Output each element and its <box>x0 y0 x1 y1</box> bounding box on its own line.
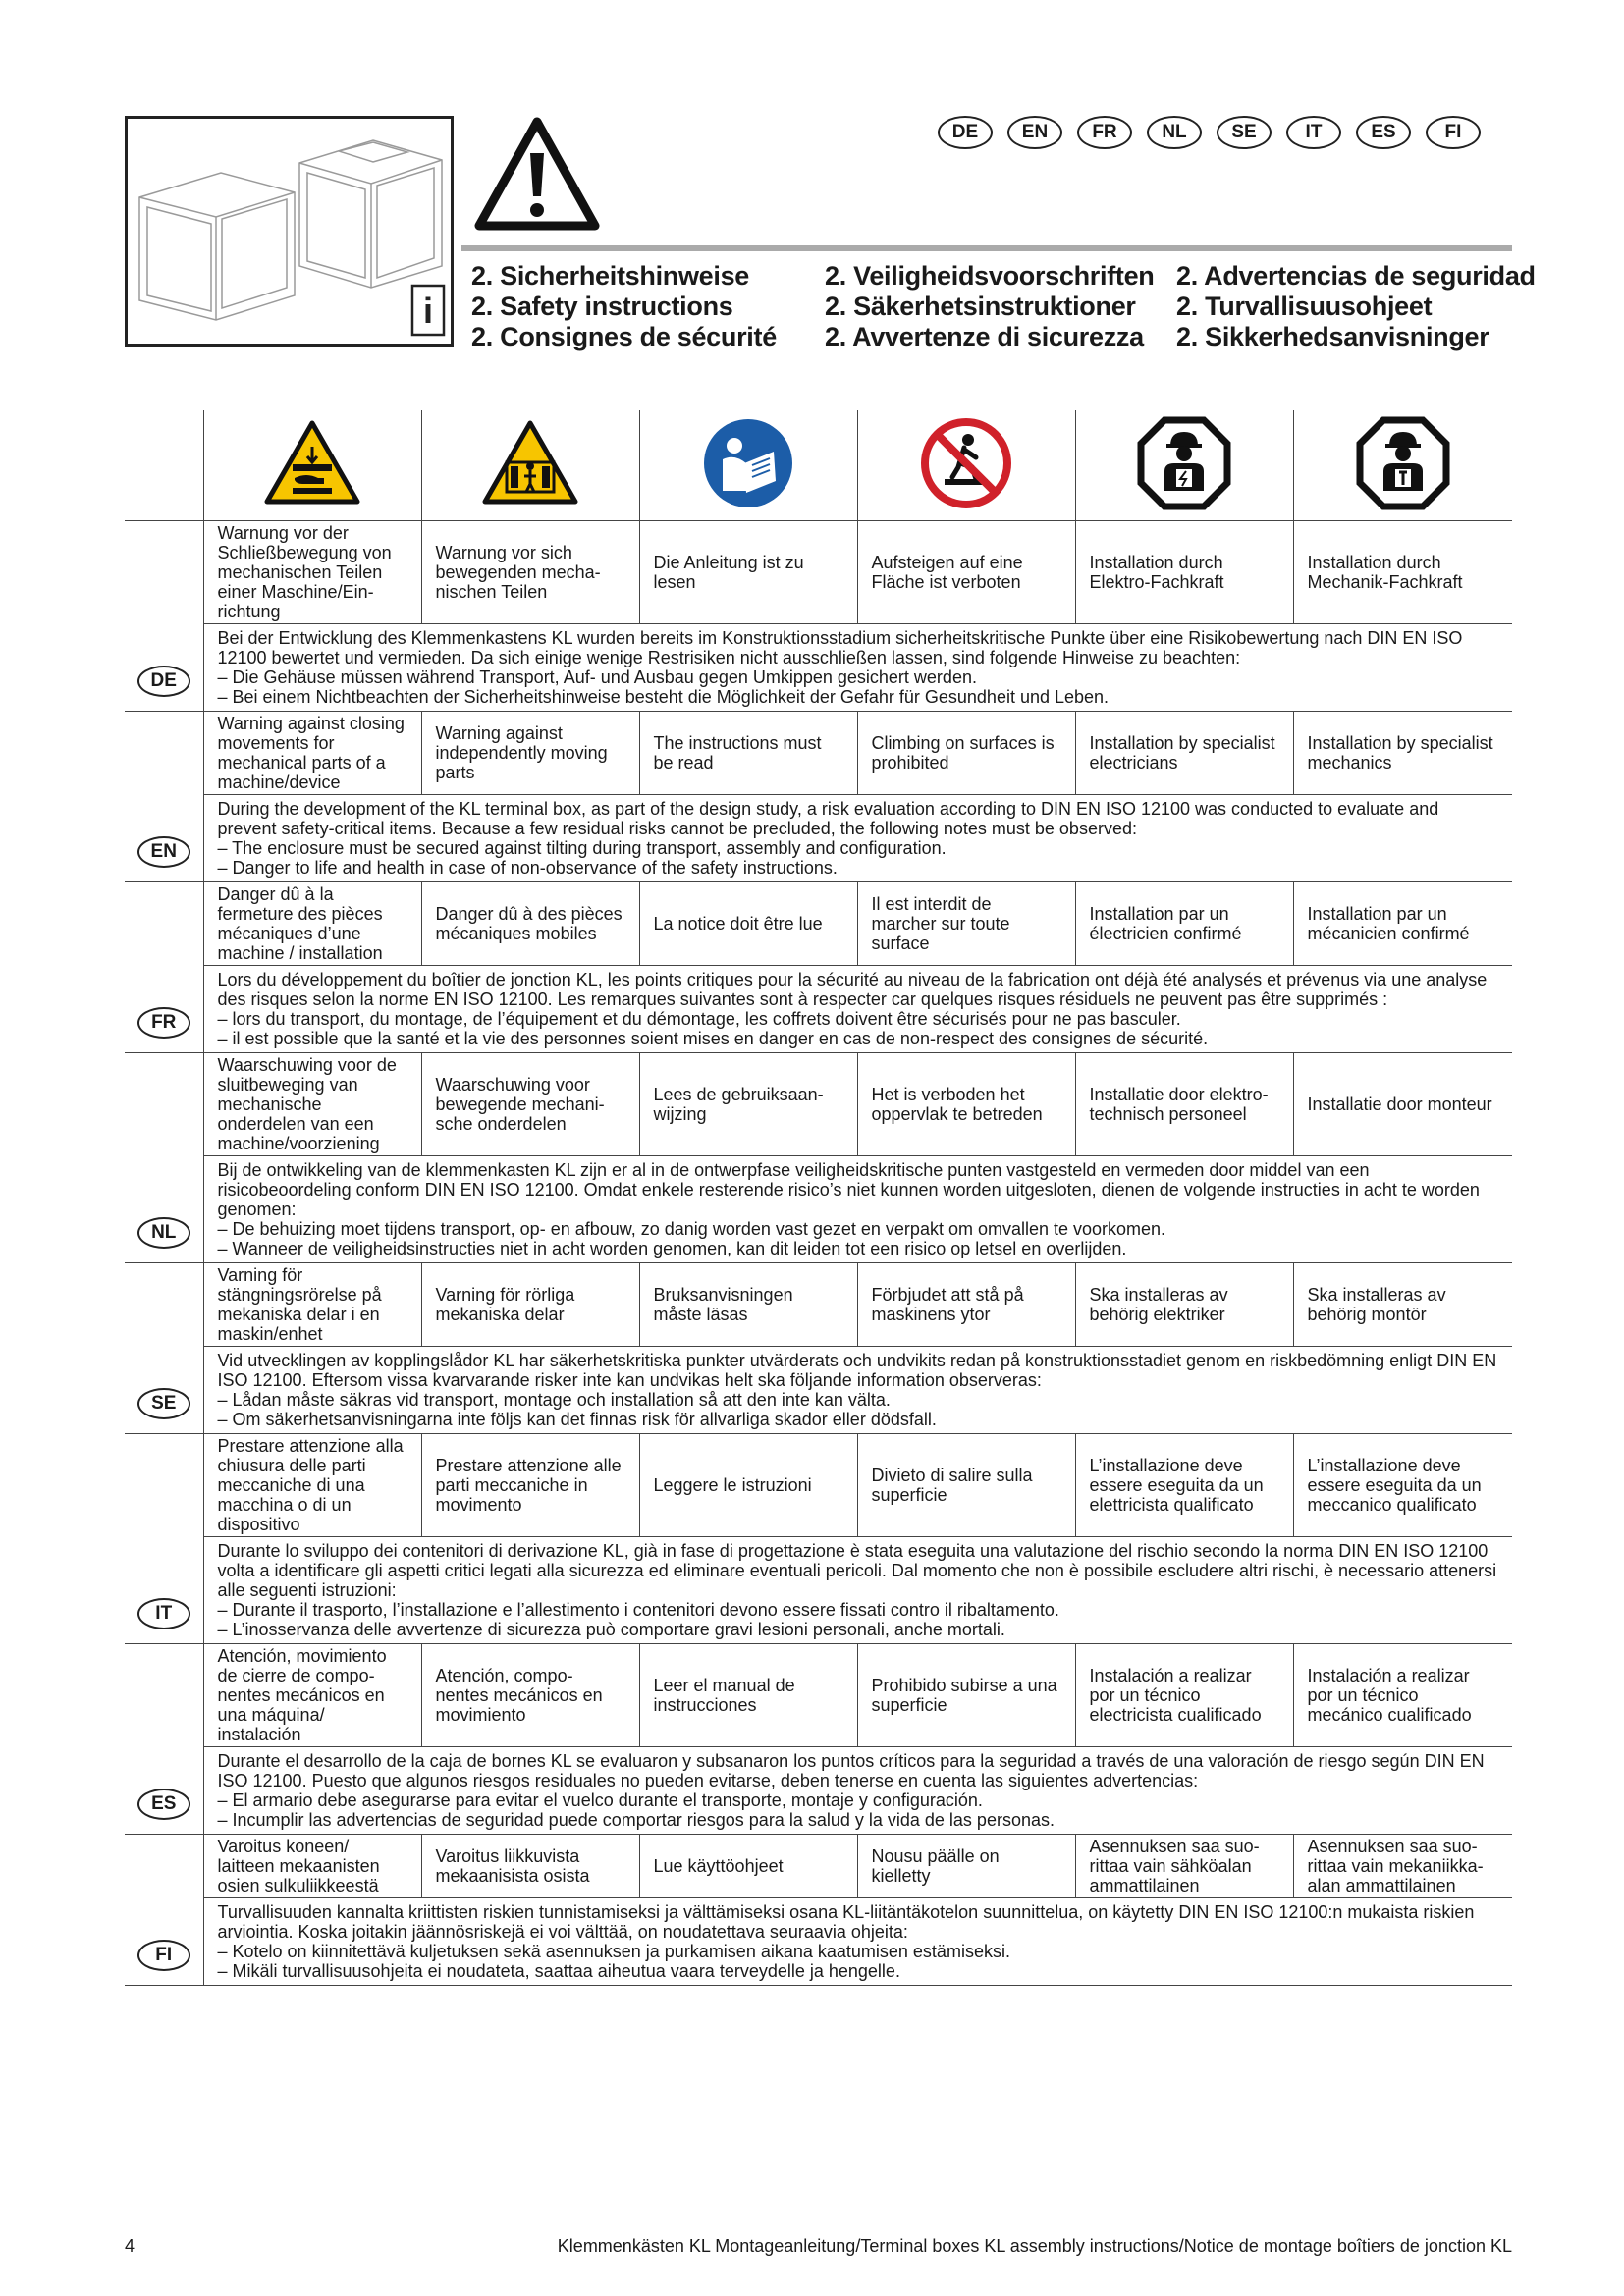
enclosure-illustration <box>125 116 454 347</box>
read-manual-icon <box>701 416 795 510</box>
label-electrician: Installation durch Elektro-Fachkraft <box>1075 521 1293 624</box>
label-crush-hazard: Atención, movimiento de cierre de compo-nentes mecánicos en una máquina/ instalación <box>203 1644 421 1747</box>
section-label-de: DE <box>125 521 203 712</box>
label-crush-hazard: Warning against closing movements for mechanical parts of a machine/device <box>203 712 421 795</box>
title-de: 2. Sicherheitshinweise <box>471 261 750 291</box>
label-read-manual: Bruksanvisningen måste läsas <box>639 1263 857 1347</box>
lang-pill-fi: FI <box>1426 116 1481 149</box>
section-label-fi: FI <box>125 1835 203 1986</box>
safety-text-en: During the development of the KL terminal box, as part of the design study, a risk evaluation according to DIN EN ISO 12100 was conducted to evaluate and prevent safety-critical items. Because a few residual risks cannot be precluded, the following notes must be observed: – The enclosure must be secured against tilting during transport, assembly and configuration. – Danger to life and health in case of non-observance of the safety instructions. <box>203 795 1512 882</box>
language-selector <box>938 116 1481 149</box>
label-read-manual: Leer el manual de instrucciones <box>639 1644 857 1747</box>
label-no-climbing: Förbjudet att stå på maskinens ytor <box>857 1263 1075 1347</box>
label-electrician: L’installazione deve essere eseguita da un elettricista qualificato <box>1075 1434 1293 1537</box>
title-dk: 2. Sikkerhedsanvisninger <box>1176 322 1489 351</box>
label-crush-hazard: Prestare attenzione alla chiusura delle parti meccaniche di una macchina o di un dispositivo <box>203 1434 421 1537</box>
section-se-pictogram-labels <box>125 1263 1512 1347</box>
title-fr: 2. Consignes de sécurité <box>471 322 777 351</box>
section-nl-pictogram-labels <box>125 1053 1512 1156</box>
section-it-pictogram-labels <box>125 1434 1512 1537</box>
label-moving-parts: Danger dû à des pièces mécaniques mobiles <box>421 882 639 966</box>
safety-text-se: Vid utvecklingen av kopplingslådor KL har säkerhetskritiska punkter utvärderats och undvikits redan på konstruktionsstadiet genom en riskbedömning enligt DIN EN ISO 12100. Eftersom vissa kvarvarande risker inte kan undvikas helt ska följande information observeras: – Lådan måste säkras vid transport, montage och installation så att den inte kan välta. – Om säkerhetsanvisningarna inte följs kan det finnas risk för allvarliga skador eller dödsfall. <box>203 1347 1512 1434</box>
moving-parts-hazard-icon <box>481 419 579 507</box>
lang-pill-de: DE <box>938 116 993 149</box>
label-moving-parts: Warning against independently moving parts <box>421 712 639 795</box>
section-label-en: EN <box>125 712 203 882</box>
page-footer <box>125 2236 1512 2257</box>
electrician-icon <box>1137 416 1231 510</box>
label-read-manual: Leggere le istruzioni <box>639 1434 857 1537</box>
title-column-3 <box>1176 261 1536 352</box>
label-moving-parts: Prestare attenzione alle parti meccaniche in movimento <box>421 1434 639 1537</box>
section-en-text <box>125 795 1512 882</box>
label-no-climbing: Nousu päälle on kielletty <box>857 1835 1075 1898</box>
section-de-pictogram-labels <box>125 521 1512 624</box>
section-de-text <box>125 624 1512 712</box>
section-es-pictogram-labels <box>125 1644 1512 1747</box>
section-label-nl: NL <box>125 1053 203 1263</box>
safety-text-it: Durante lo sviluppo dei contenitori di derivazione KL, già in fase di progettazione è stata eseguita una valutazione del rischio secondo la norma DIN EN ISO 12100 volta a identificare gli aspetti critici legati alla sicurezza ed eliminare eventuali pericoli. Dal momento che non è possibile escludere altri rischi, è necessario attenersi alle seguenti istruzioni: – Durante il trasporto, l’installazione e l’allestimento i contenitori devono essere fissati contro il ribaltamento. – L’inosservanza delle avvertenze di sicurezza può comportare gravi lesioni personali, anche mortali. <box>203 1537 1512 1644</box>
label-electrician: Ska installeras av behörig elektriker <box>1075 1263 1293 1347</box>
section-label-fr: FR <box>125 882 203 1053</box>
section-fi-text <box>125 1898 1512 1986</box>
label-no-climbing: Aufsteigen auf eine Fläche ist verboten <box>857 521 1075 624</box>
label-read-manual: Die Anleitung ist zu lesen <box>639 521 857 624</box>
label-read-manual: Lees de gebruiksaan-wijzing <box>639 1053 857 1156</box>
label-moving-parts: Atención, compo-nentes mecánicos en movimiento <box>421 1644 639 1747</box>
no-climbing-icon <box>919 416 1013 510</box>
crush-hazard-icon <box>263 419 361 507</box>
section-it-text <box>125 1537 1512 1644</box>
section-label-se: SE <box>125 1263 203 1434</box>
section-fi-pictogram-labels <box>125 1835 1512 1898</box>
label-electrician: Installation by specialist electricians <box>1075 712 1293 795</box>
lang-pill-it: IT <box>1286 116 1341 149</box>
moving-parts-hazard-cell <box>421 410 639 521</box>
section-fr-pictogram-labels <box>125 882 1512 966</box>
label-read-manual: The instructions must be read <box>639 712 857 795</box>
safety-table <box>125 410 1512 1986</box>
label-moving-parts: Warnung vor sich bewegenden mecha-nischen Teilen <box>421 521 639 624</box>
title-se: 2. Säkerhetsinstruktioner <box>825 292 1136 321</box>
label-moving-parts: Waarschuwing voor bewegende mechani-sche onderdelen <box>421 1053 639 1156</box>
safety-text-fi: Turvallisuuden kannalta kriittisten riskien tunnistamiseksi ja välttämiseksi osana KL-liitäntäkotelon suunnittelua, on käytetty DIN EN ISO 12100:n mukaista riskien arviointia. Koska joitakin jäännösriskejä ei voi välttää, on noudatettava seuraavia ohjeita: – Kotelo on kiinnitettävä kuljetuksen sekä asennuksen ja purkamisen aikana kaatumisen estämiseksi. – Mikäli turvallisuusohjeita ei noudateta, saattaa aiheutua vaara terveydelle ja hengelle. <box>203 1898 1512 1986</box>
page-number: 4 <box>125 2236 135 2256</box>
general-warning-icon <box>473 116 601 232</box>
label-read-manual: Lue käyttöohjeet <box>639 1835 857 1898</box>
pictogram-row <box>125 410 1512 521</box>
section-titles <box>471 261 1536 352</box>
lang-pill-se: SE <box>1217 116 1272 149</box>
label-mechanic: L’installazione deve essere eseguita da un meccanico qualificato <box>1293 1434 1512 1537</box>
mechanic-icon <box>1356 416 1450 510</box>
title-it: 2. Avvertenze di sicurezza <box>825 322 1144 351</box>
mechanic-cell <box>1293 410 1512 521</box>
label-mechanic: Installation by specialist mechanics <box>1293 712 1512 795</box>
label-crush-hazard: Danger dû à la fermeture des pièces mécaniques d’une machine / installation <box>203 882 421 966</box>
terminal-box-drawing <box>128 119 451 344</box>
label-no-climbing: Divieto di salire sulla superficie <box>857 1434 1075 1537</box>
label-mechanic: Instalación a realizar por un técnico mecánico cualificado <box>1293 1644 1512 1747</box>
label-mechanic: Ska installeras av behörig montör <box>1293 1263 1512 1347</box>
label-mechanic: Installatie door monteur <box>1293 1053 1512 1156</box>
label-crush-hazard: Varning för stängningsrörelse på mekaniska delar i en maskin/enhet <box>203 1263 421 1347</box>
section-fr-text <box>125 966 1512 1053</box>
label-crush-hazard: Waarschuwing voor de sluitbeweging van mechanische onderdelen van een machine/voorziening <box>203 1053 421 1156</box>
title-column-1 <box>471 261 825 352</box>
title-en: 2. Safety instructions <box>471 292 733 321</box>
safety-text-es: Durante el desarrollo de la caja de bornes KL se evaluaron y subsanaron los puntos críticos para la seguridad a través de una valoración de riesgo según DIN EN ISO 12100. Puesto que algunos riesgos residuales no pueden evitarse, deben tenerse en cuenta las siguientes advertencias: – El armario debe asegurarse para evitar el vuelco durante el transporte, montaje y configuración. – Incumplir las advertencias de seguridad puede comportar riesgos para la salud y la vida de las personas. <box>203 1747 1512 1835</box>
label-electrician: Asennuksen saa suo-rittaa vain sähköalan ammattilainen <box>1075 1835 1293 1898</box>
section-en-pictogram-labels <box>125 712 1512 795</box>
lang-pill-fr: FR <box>1077 116 1132 149</box>
section-nl-text <box>125 1156 1512 1263</box>
safety-text-de: Bei der Entwicklung des Klemmenkastens KL wurden bereits im Konstruktionsstadium sicherheitskritische Punkte über eine Risikobewertung nach DIN EN ISO 12100 bewertet und vermieden. Da sich einige wenige Restrisiken nicht ausschließen lassen, sind folgende Hinweise zu beachten: – Die Gehäuse müssen während Transport, Auf- und Ausbau gegen Umkippen gesichert werden. – Bei einem Nichtbeachten der Sicherheitshinweise besteht die Möglichkeit der Gefahr für Gesundheit und Leben. <box>203 624 1512 712</box>
label-no-climbing: Het is verboden het oppervlak te betreden <box>857 1053 1075 1156</box>
label-crush-hazard: Varoitus koneen/ laitteen mekaanisten osien sulkuliikkeestä <box>203 1835 421 1898</box>
title-fi: 2. Turvallisuusohjeet <box>1176 292 1433 321</box>
lang-pill-es: ES <box>1356 116 1411 149</box>
section-es-text <box>125 1747 1512 1835</box>
label-mechanic: Installation durch Mechanik-Fachkraft <box>1293 521 1512 624</box>
info-icon: i <box>422 291 434 331</box>
footer-title: Klemmenkästen KL Montageanleitung/Terminal boxes KL assembly instructions/Notice de montage boîtiers de jonction KL <box>557 2236 1512 2256</box>
label-no-climbing: Climbing on surfaces is prohibited <box>857 712 1075 795</box>
header-divider <box>461 245 1512 251</box>
crush-hazard-cell <box>203 410 421 521</box>
title-nl: 2. Veiligheidsvoorschriften <box>825 261 1155 291</box>
label-no-climbing: Prohibido subirse a una superficie <box>857 1644 1075 1747</box>
section-se-text <box>125 1347 1512 1434</box>
section-label-it: IT <box>125 1434 203 1644</box>
label-electrician: Instalación a realizar por un técnico electricista cualificado <box>1075 1644 1293 1747</box>
label-read-manual: La notice doit être lue <box>639 882 857 966</box>
electrician-cell <box>1075 410 1293 521</box>
label-electrician: Installatie door elektro-technisch personeel <box>1075 1053 1293 1156</box>
no-climbing-cell <box>857 410 1075 521</box>
safety-text-nl: Bij de ontwikkeling van de klemmenkasten KL zijn er al in de ontwerpfase veiligheidskritische punten vastgesteld en vermeden door middel van een risicobeoordeling conform DIN EN ISO 12100. Omdat enkele resterende risico’s niet kunnen worden uitgesloten, dienen de volgende instructies in acht te worden genomen: – De behuizing moet tijdens transport, op- en afbouw, zo danig worden vast gezet en verpakt om omvallen te voorkomen. – Wanneer de veiligheidsinstructies niet in acht worden genomen, kan dit leiden tot een risico op letsel en overlijden. <box>203 1156 1512 1263</box>
label-mechanic: Installation par un mécanicien confirmé <box>1293 882 1512 966</box>
label-electrician: Installation par un électricien confirmé <box>1075 882 1293 966</box>
label-no-climbing: Il est interdit de marcher sur toute surface <box>857 882 1075 966</box>
label-moving-parts: Varoitus liikkuvista mekaanisista osista <box>421 1835 639 1898</box>
lang-pill-nl: NL <box>1147 116 1202 149</box>
section-label-es: ES <box>125 1644 203 1835</box>
read-manual-cell <box>639 410 857 521</box>
label-moving-parts: Varning för rörliga mekaniska delar <box>421 1263 639 1347</box>
title-column-2 <box>825 261 1176 352</box>
title-es: 2. Advertencias de seguridad <box>1176 261 1536 291</box>
label-mechanic: Asennuksen saa suo-rittaa vain mekaniikka-alan ammattilainen <box>1293 1835 1512 1898</box>
lang-pill-en: EN <box>1007 116 1062 149</box>
safety-text-fr: Lors du développement du boîtier de jonction KL, les points critiques pour la sécurité au niveau de la fabrication ont déjà été analysés et prévenus via une analyse des risques selon la norme EN ISO 12100. Les remarques suivantes sont à respecter car quelques risques résiduels ne peuvent pas être supprimés : – lors du transport, du montage, de l’équipement et du démontage, les coffrets doivent être sécurisés pour ne pas basculer. – il est possible que la santé et la vie des personnes soient mises en danger en cas de non-respect des consignes de sécurité. <box>203 966 1512 1053</box>
label-crush-hazard: Warnung vor der Schließbewegung von mechanischen Teilen einer Maschine/Ein-richtung <box>203 521 421 624</box>
